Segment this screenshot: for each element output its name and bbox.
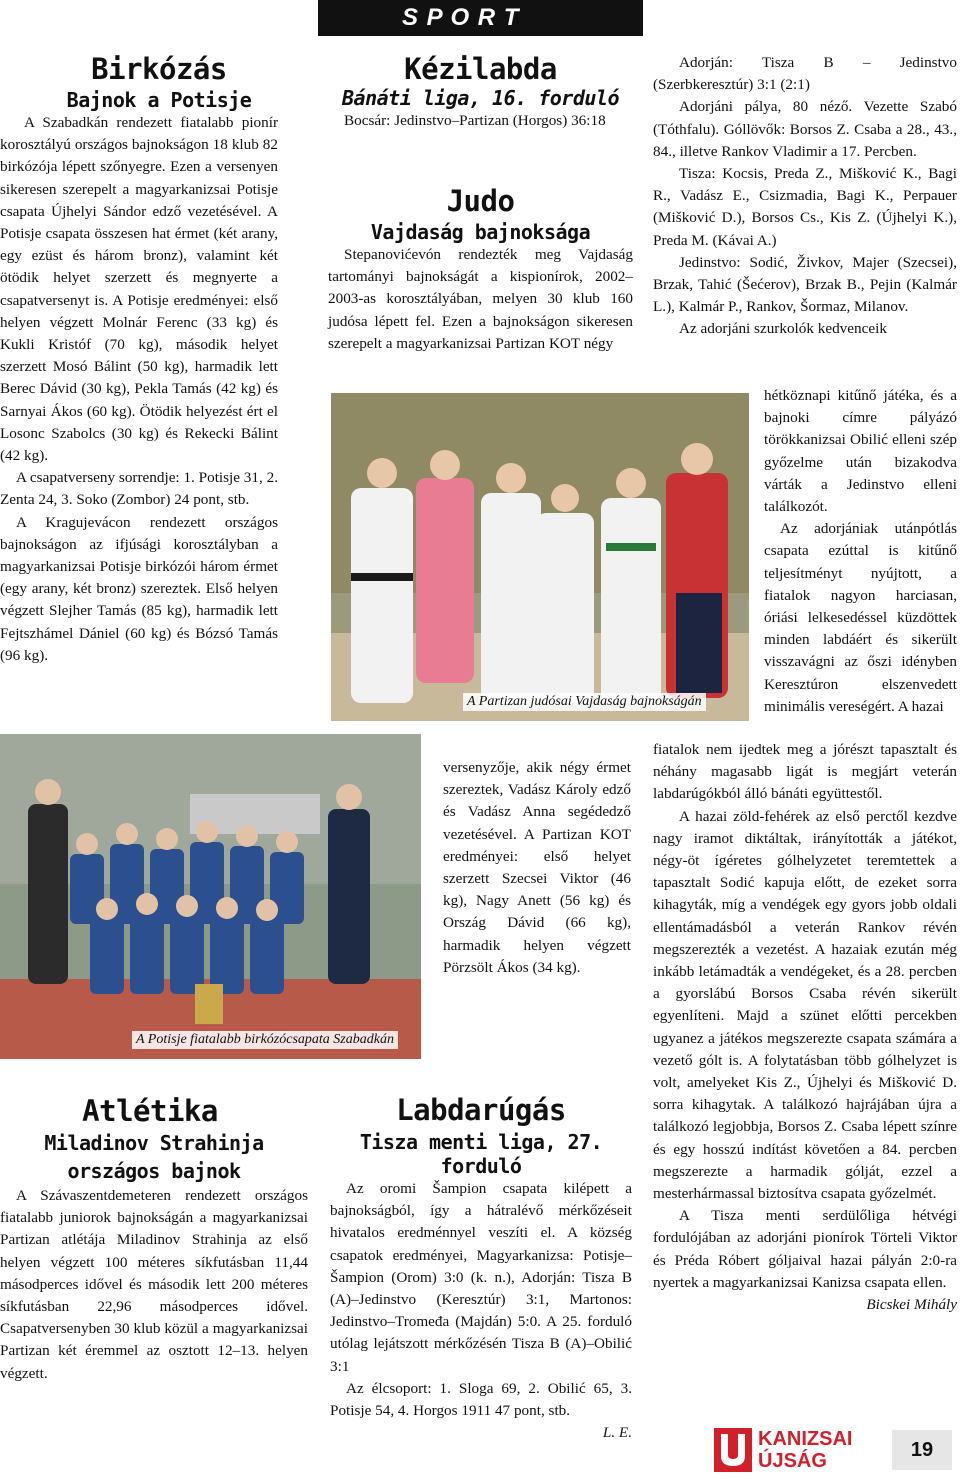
match-report-bottom xyxy=(653,739,957,1316)
match-report-top xyxy=(653,52,957,341)
match-report-paragraph: A hazai zöld-fehérek az első perctől kezdve nagy iramot diktáltak, irányították a játékot, négy-öt ígéretes gólhelyzetet teremtettek a tapasztalt Sodić kapuja előtt, de ezeket sorra kihagyták, míg a vendégek egy gyors jobb oldali ellentámadásból a veterán Rankov révén megszerezték a vezetést. A hazaiak ezután még inkább letámadták a vendégeket, és a 28. percben a gyorslábú Borsos Csaba révén sikerült egyenlíteni. Majd a szünet előtti percekben ugyanez a játékos megszerezte csapata számára a vezető gólt is. A folytatásban több gólhelyzet is volt, amelyeket Kis Z., Újhelyi és Mišković D. sorra kihagytak. A találkozó hajrájában újra a találkozó legjobbja, Borsos Z. Csaba lépett színre és egy hosszú indítást követően a 84. percben megszerezte a harmadik gólját, ezzel a mesterhármassal biztosítva csapata győzelmét. xyxy=(653,807,957,1203)
labdarugas-subtitle: Tisza menti liga, 27. forduló xyxy=(359,1130,603,1178)
match-report-paragraph: Az adorjáni szurkolók kedvenceik xyxy=(679,320,887,338)
section-header-bar xyxy=(318,0,643,36)
logo-text-bottom: ÚJSÁG xyxy=(758,1450,827,1472)
match-report-narrow xyxy=(764,385,957,718)
judo-article xyxy=(328,184,633,355)
birkozas-subtitle: Bajnok a Potisje xyxy=(66,88,252,112)
wrestling-team-photo xyxy=(0,734,421,1059)
match-report-paragraph: fiatalok nem ijedtek meg a jórészt tapasztalt és néhány magasabb ligát is megjárt veterán labdarúgókból álló bánáti együttestől. xyxy=(653,741,957,803)
match-report-paragraph: Adorjáni pálya, 80 néző. Vezette Szabó (Tóthfalu). Góllövők: Borsos Z. Csaba a 28., 43., 84., illetve Rankov Vladimir a 17. Percben. xyxy=(653,98,957,160)
wrestling-photo-image xyxy=(0,734,421,1059)
match-report-paragraph: hétköznapi kitűnő játéka, és a bajnoki címre pályázó törökkanizsai Obilić elleni szép győzelme után bizakodva várták a Jedinstvo elleni találkozót. xyxy=(764,387,957,516)
labdarugas-signature: L. E. xyxy=(602,1424,632,1442)
match-report-paragraph: Adorján: Tisza B – Jedinstvo (Szerbkeresztúr) 3:1 (2:1) xyxy=(653,54,957,94)
kezilabda-article xyxy=(328,52,633,132)
birkozas-title: Birkózás xyxy=(91,52,227,86)
birkozas-body xyxy=(0,112,278,667)
kezilabda-body xyxy=(328,110,633,132)
labdarugas-paragraph: Az oromi Šampion csapata kilépett a bajnokságból, így a hátralévő mérkőzéseit hivatalos eredménnyel veszíti el. A község csapatok eredményei, Magyarkanizsa: Potisje–Šampion (Orom) 3:0 (k. n.), Adorján: Tisza B (A)–Jedinstvo (Keresztúr) 3:1, Martonos: Jedinstvo–Tromeđa (Majdán) 5:0. A 25. forduló utólag lejátszott mérkőzésén Tisza B (A)–Obilić 3:1 xyxy=(330,1180,632,1375)
match-report-paragraph: A Tisza menti serdülőliga hétvégi fordulójában az adorjáni pionírok Törteli Viktor és Préda Róbert góljaival hazai pályán 2:0-ra nyertek a magyarkanizsai Kanizsa csapata ellen. xyxy=(653,1207,957,1291)
atletika-subtitle-name: Miladinov Strahinja xyxy=(44,1131,264,1155)
birkozas-paragraph: A Kragujevácon rendezett országos bajnokságon az ifjúsági korosztályban a magyarkanizsai Potisje birkózói három érmet (egy arany, két bronz) szereztek. Első helyen végzett Slejher Tamás (85 kg), harmadik lett Fejtszhámel Dániel (60 kg) és Bózsó Tamás (96 kg). xyxy=(0,513,278,664)
judo-body-top xyxy=(328,244,633,355)
birkozas-article xyxy=(0,52,278,667)
labdarugas-title: Labdarúgás xyxy=(396,1093,566,1127)
newspaper-logo xyxy=(714,1428,874,1472)
section-title: S P O R T xyxy=(402,4,520,31)
birkozas-paragraph: A Szabadkán rendezett fiatalabb pionír korosztályú országos bajnokságon 18 klub 82 birkózója lépett szőnyegre. Ezen a versenyen sikeresen szerepelt a magyarkanizsai Potisje csapata Újhelyi Sándor edző vezetésével. A Potisje csapata összesen hat érmet (két arany, egy ezüst és három bronz), valamint két ötödik helyet szerzett és megnyerte a csapatversenyt is. A Potisje eredményei: első helyen végzett Molnár Ferenc (33 kg) és Kukli Kristóf (70 kg), második helyet szerzett Mosó Bálint (50 kg), harmadik lett Berec Dávid (30 kg), Pekla Tamás (42 kg) és Sarnyai Ákos (60 kg). Ötödik helyezést ért el Losonc Szabolcs (30 kg) és Rekecki Bálint (42 kg). xyxy=(0,114,278,465)
judo-body-bottom xyxy=(443,757,631,979)
judo-photo-image xyxy=(331,393,749,721)
kezilabda-result: Bocsár: Jedinstvo–Partizan (Horgos) 36:18 xyxy=(344,112,606,129)
labdarugas-body xyxy=(330,1178,632,1444)
kezilabda-title: Kézilabda xyxy=(404,52,557,86)
kezilabda-subtitle: Bánáti liga, 16. forduló xyxy=(342,86,619,110)
match-report-signature: Bicskei Mihály xyxy=(866,1296,957,1314)
judo-paragraph: Stepanovićevón rendezték meg Vajdaság tartományi bajnokságát a kispionírok, 2002–2003-as korosztályában, melyen 30 klub 160 judósa lépett fel. Ezen a bajnokságon sikeresen szerepelt a magyarkanizsai Partizan KOT négy xyxy=(328,246,633,352)
atletika-paragraph: A Szávaszentdemeteren rendezett országos fiatalabb juniorok bajnokságán a magyarkanizsai Partizan atlétája Miladinov Strahinja az első helyen végzett 100 méteres síkfutásban 11,44 másodperces idővel és második lett 200 méteres síkfutásban 22,96 másodperces idővel. Csapatversenyben 30 klub közül a magyarkanizsai Partizan két éremmel az osztott 12–13. helyen végzett. xyxy=(0,1187,308,1382)
atletika-body xyxy=(0,1185,308,1385)
page-number: 19 xyxy=(910,1439,934,1461)
judo-paragraph-cont: versenyzője, akik négy érmet szereztek, Vadász Károly edző és Vadász Anna segédedző vezetésével. A Partizan KOT eredményei: első helyet szerzett Szecsei Viktor (46 kg), Nagy Anett (56 kg) és Ország Dávid (66 kg), harmadik helyen végzett Pörzsölt Ákos (34 kg). xyxy=(443,759,631,976)
atletika-title: Atlétika xyxy=(82,1094,218,1128)
atletika-article xyxy=(0,1094,308,1385)
labdarugas-article xyxy=(330,1093,632,1444)
birkozas-paragraph: A csapatverseny sorrendje: 1. Potisje 31, 2. Zenta 24, 3. Soko (Zombor) 24 pont, stb. xyxy=(0,469,278,509)
judo-team-photo xyxy=(331,393,749,721)
match-report-paragraph: Jedinstvo: Sodić, Živkov, Majer (Szecsei), Brzak, Tahić (Šećerov), Brzak B., Pejin (Kalmár L.), Kalmár P., Rankov, Šormaz, Milanov. xyxy=(653,253,957,316)
page-number-box xyxy=(892,1430,952,1470)
judo-subtitle: Vajdaság bajnoksága xyxy=(370,220,591,244)
match-report-paragraph: Az adorjániak utánpótlás csapata ezúttal is kitűnő teljesítményt nyújtott, a fiatalok nagyon harciasan, óriási lelkesedéssel küzdöttek minden labdáért és sikerült visszavágni az őszi idényben Keresztúron elszenvedett minimális vereségért. A hazai xyxy=(764,520,957,715)
newspaper-logo-icon xyxy=(714,1428,752,1472)
judo-title: Judo xyxy=(446,184,515,218)
logo-text-top: KANIZSAI xyxy=(758,1428,853,1450)
wrestling-photo-caption: A Potisje fiatalabb birkózócsapata Szabadkán xyxy=(132,1031,398,1049)
atletika-subtitle-title: országos bajnok xyxy=(67,1159,241,1183)
judo-photo-caption: A Partizan judósai Vajdaság bajnokságán xyxy=(463,693,706,711)
match-report-paragraph: Tisza: Kocsis, Preda Z., Mišković K., Bagi R., Vadász E., Csizmadia, Bagi K., Perpauer (Mišković D.), Borsos Cs., Kis Z. (Újhelyi K.), Preda M. (Kávai A.) xyxy=(653,165,957,249)
labdarugas-paragraph: Az élcsoport: 1. Sloga 69, 2. Obilić 65, 3. Potisje 54, 4. Horgos 1911 47 pont, stb. xyxy=(330,1379,632,1420)
